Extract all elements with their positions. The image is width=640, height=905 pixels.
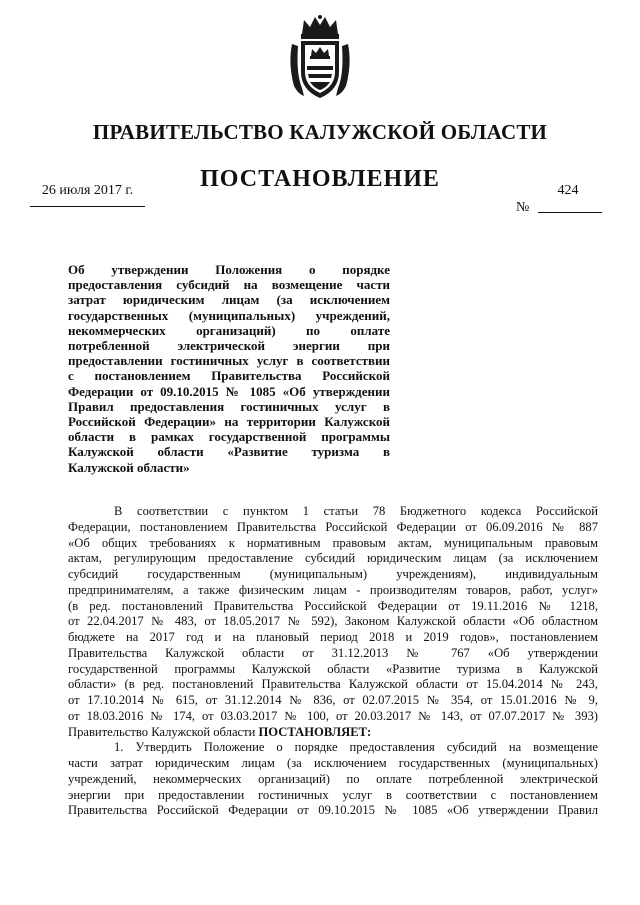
decree-line [68, 725, 598, 741]
point-line: энергии при предоставлении гостиничных услуг в соответствии с постановлением [68, 787, 598, 802]
point-line: Правительства Российской Федерации от 09.10.2015 № 1085 «Об утверждении Правил [68, 803, 598, 818]
body-line: В соответствии с пунктом 1 статьи 78 Бюджетного кодекса Российской [114, 504, 598, 518]
subject-line: Российской Федерации» на территории Калужской [68, 414, 390, 430]
body-line: (в ред. постановлений Правительства Российской Федерации от 19.11.2016 № 1218, [68, 598, 598, 613]
subject-line: области в рамках государственной программы [68, 429, 390, 445]
point-line: части затрат юридическим лицам (за исключением государственных (муниципальных) [68, 756, 598, 770]
point-line: 1. Утвердить Положение о порядке предоставления субсидий на возмещение [114, 740, 598, 755]
number-field [516, 182, 606, 216]
subject-line: с постановлением Правительства Российской [68, 368, 390, 384]
subject-line: предоставления субсидий на возмещение части [68, 277, 390, 293]
document-subject [68, 262, 390, 475]
kaluga-coat-of-arms-icon [288, 14, 352, 100]
body-line: Правительства Калужской области от 31.12.2013 № 767 «Об утверждении [68, 645, 598, 660]
document-number: 424 [557, 183, 579, 198]
subject-line: некоммерческих организаций) по оплате [68, 322, 390, 338]
body-line: от 17.10.2014 № 615, от 31.12.2014 № 836, от 02.07.2015 № 354, от 15.01.2016 № 9, [68, 693, 598, 707]
subject-line: Федерации от 09.10.2015 № 1085 «Об утверждении [68, 383, 390, 399]
body-line: актам, регулирующим предоставление субсидий юридическим лицам (за исключением [68, 551, 598, 566]
body-line: области» (в ред. постановлений Правительства Калужской области от 15.04.2014 № 243, [68, 677, 598, 692]
subject-line: Правил предоставления гостиничных услуг в [68, 398, 390, 414]
decree-keyword: ПОСТАНОВЛЯЕТ: [258, 724, 372, 739]
point-line: учреждений, некоммерческих организаций) по оплате потребленной электрической [68, 771, 598, 786]
subject-line: Калужской области» [68, 459, 190, 475]
body-line: от 22.04.2017 № 483, от 18.05.2017 № 592), Законом Калужской области «Об областном [68, 614, 598, 629]
date-underline [30, 206, 145, 207]
body-line: предпринимателям, а также физическим лицам - производителям товаров, работ, услуг» [68, 582, 598, 597]
number-sign: № [516, 200, 530, 215]
body-line: государственной программы Калужской области «Развитие туризма в Калужской [68, 661, 598, 676]
subject-line: Калужской области «Развитие туризма в [68, 444, 390, 460]
body-line: «Об общих требованиях к нормативным правовым актам, муниципальным правовым [68, 535, 598, 550]
document-body [68, 504, 598, 819]
body-line: Федерации, постановлением Правительства Российской Федерации от 06.09.2016 № 887 [68, 519, 598, 534]
body-line: бюджете на 2017 год и на плановый период 2018 и 2019 годов», постановлением [68, 630, 598, 644]
body-line: субсидий государственным (муниципальным) учреждениям), индивидуальным [68, 567, 598, 581]
date-field [30, 182, 145, 207]
document-type-title: ПОСТАНОВЛЕНИЕ [200, 166, 440, 192]
number-underline [538, 212, 602, 213]
subject-line: Об утверждении Положения о порядке [68, 262, 390, 277]
decree-prefix: Правительство Калужской области [68, 724, 259, 739]
subject-line: предоставлении гостиничных услуг в соответствии [68, 353, 390, 369]
subject-line: затрат юридическим лицам (за исключением [68, 292, 390, 308]
body-line: от 18.03.2016 № 174, от 03.03.2017 № 100, от 20.03.2017 № 143, от 07.07.2017 № 393) [68, 708, 598, 723]
subject-line: государственных (муниципальных) учреждений, [68, 307, 390, 323]
government-title: ПРАВИТЕЛЬСТВО КАЛУЖСКОЙ ОБЛАСТИ [92, 120, 548, 144]
document-date: 26 июля 2017 г. [41, 183, 134, 198]
subject-line: потребленной электрической энергии при [68, 338, 390, 354]
